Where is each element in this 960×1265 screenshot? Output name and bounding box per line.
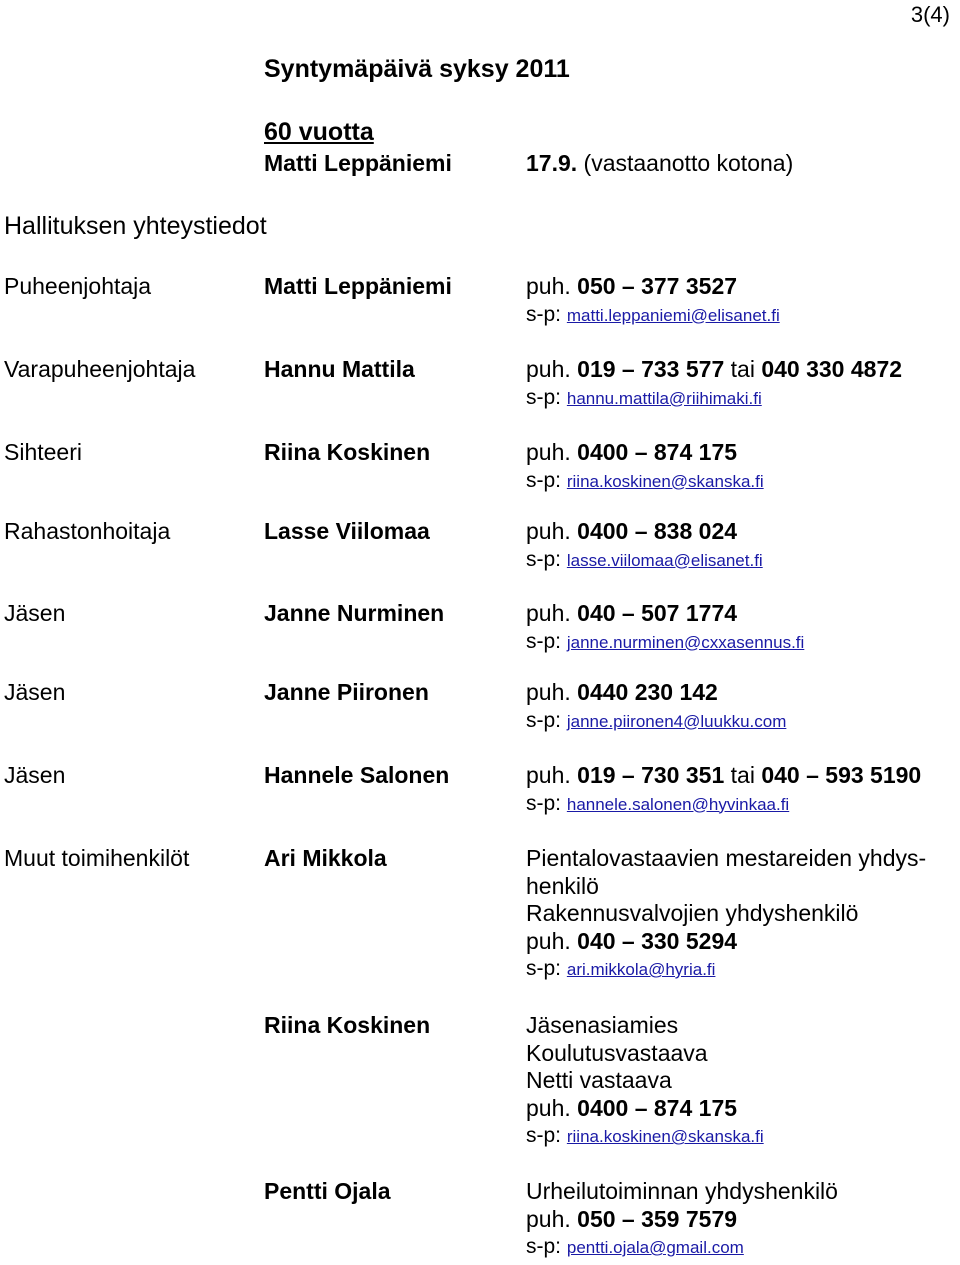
duty-line: Netti vastaava — [526, 1067, 672, 1093]
email-link[interactable]: lasse.viilomaa@elisanet.fi — [566, 550, 763, 570]
phone-line: puh. 019 – 733 577 tai 040 330 4872 — [526, 356, 903, 382]
contact-info — [526, 762, 921, 818]
phone-line: puh. 040 – 330 5294 — [526, 927, 738, 954]
email-link[interactable]: matti.leppaniemi@elisanet.fi — [566, 305, 780, 325]
duty-line: Koulutusvastaava — [526, 1039, 708, 1066]
email-link[interactable]: ari.mikkola@hyria.fi — [566, 960, 716, 979]
phone-number: 0440 230 142 — [577, 679, 718, 705]
member-name: Janne Piironen — [264, 679, 429, 705]
phone-number: 0400 – 838 024 — [577, 518, 738, 544]
official-name: Riina Koskinen — [264, 1012, 431, 1038]
member-name: Matti Leppäniemi — [264, 273, 452, 299]
birthday-date: 17.9. — [526, 150, 578, 176]
email-link[interactable]: hannele.salonen@hyvinkaa.fi — [566, 794, 790, 814]
official-info — [526, 1012, 764, 1151]
duty-line: Pientalovastaavien mestareiden yhdys- — [526, 845, 927, 871]
member-name: Hannele Salonen — [264, 762, 450, 788]
phone-number: 019 – 730 351 — [577, 762, 725, 788]
phone-line: puh. 0440 230 142 — [526, 679, 718, 705]
email-line: s-p: pentti.ojala@gmail.com — [526, 1235, 744, 1258]
official-name: Ari Mikkola — [264, 845, 387, 871]
page-number: 3(4) — [910, 2, 950, 27]
birthday-name: Matti Leppäniemi — [264, 150, 452, 176]
email-line: s-p: lasse.viilomaa@elisanet.fi — [526, 547, 763, 571]
email-line: s-p: matti.leppaniemi@elisanet.fi — [526, 302, 780, 326]
email-line: s-p: hannu.mattila@riihimaki.fi — [526, 385, 762, 409]
email-line: s-p: hannele.salonen@hyvinkaa.fi — [526, 791, 790, 815]
duty-line: henkilö — [526, 872, 599, 899]
phone-number-2: 040 – 593 5190 — [761, 762, 922, 788]
email-line: s-p: riina.koskinen@skanska.fi — [526, 468, 764, 492]
member-name: Riina Koskinen — [264, 439, 431, 465]
official-info — [526, 845, 926, 984]
phone-line: puh. 050 – 359 7579 — [526, 1205, 738, 1232]
official-info — [526, 1178, 838, 1262]
email-link[interactable]: hannu.mattila@riihimaki.fi — [566, 388, 762, 408]
role-label: Puheenjohtaja — [4, 273, 152, 299]
phone-number-2: 040 330 4872 — [761, 356, 903, 382]
role-label: Jäsen — [4, 679, 66, 705]
email-line: s-p: riina.koskinen@skanska.fi — [526, 1124, 764, 1147]
email-line: s-p: janne.piironen4@luukku.com — [526, 708, 787, 732]
phone-line: puh. 0400 – 874 175 — [526, 439, 738, 465]
member-name: Janne Nurminen — [264, 600, 445, 626]
role-label: Muut toimihenkilöt — [4, 845, 190, 871]
role-label: Varapuheenjohtaja — [4, 356, 196, 382]
duty-line: Jäsenasiamies — [526, 1012, 679, 1038]
phone-number: 0400 – 874 175 — [577, 439, 738, 465]
phone-number: 019 – 733 577 — [577, 356, 725, 382]
phone-number: 050 – 377 3527 — [577, 273, 738, 299]
birthday-note: (vastaanotto kotona) — [583, 150, 794, 176]
contact-info — [526, 356, 902, 412]
email-link[interactable]: riina.koskinen@skanska.fi — [566, 1127, 764, 1146]
duty-line: Urheilutoiminnan yhdyshenkilö — [526, 1178, 838, 1204]
contact-info — [526, 600, 804, 656]
contact-info — [526, 439, 764, 495]
birthday-age: 60 vuotta — [264, 118, 374, 146]
phone-number: 0400 – 874 175 — [577, 1094, 738, 1121]
board-contacts-heading: Hallituksen yhteystiedot — [4, 212, 267, 240]
email-link[interactable]: pentti.ojala@gmail.com — [566, 1238, 744, 1257]
document-title: Syntymäpäivä syksy 2011 — [264, 55, 570, 83]
role-label: Rahastonhoitaja — [4, 518, 171, 544]
official-name: Pentti Ojala — [264, 1178, 391, 1204]
email-line: s-p: janne.nurminen@cxxasennus.fi — [526, 629, 805, 653]
phone-line: puh. 040 – 507 1774 — [526, 600, 738, 626]
birthday-date-line — [526, 150, 793, 177]
email-link[interactable]: janne.nurminen@cxxasennus.fi — [566, 632, 805, 652]
role-label: Jäsen — [4, 600, 66, 626]
duty-line: Rakennusvalvojien yhdyshenkilö — [526, 900, 859, 926]
email-line: s-p: ari.mikkola@hyria.fi — [526, 957, 716, 980]
phone-line: puh. 0400 – 838 024 — [526, 518, 738, 544]
phone-line: puh. 019 – 730 351 tai 040 – 593 5190 — [526, 762, 922, 788]
contact-info — [526, 273, 780, 329]
email-link[interactable]: riina.koskinen@skanska.fi — [566, 471, 764, 491]
contact-info — [526, 679, 786, 735]
contact-info — [526, 518, 763, 574]
email-link[interactable]: janne.piironen4@luukku.com — [566, 711, 787, 731]
phone-number: 040 – 330 5294 — [577, 927, 738, 954]
member-name: Hannu Mattila — [264, 356, 415, 382]
role-label: Sihteeri — [4, 439, 82, 465]
phone-line: puh. 050 – 377 3527 — [526, 273, 738, 299]
phone-number: 040 – 507 1774 — [577, 600, 738, 626]
phone-line: puh. 0400 – 874 175 — [526, 1094, 738, 1121]
member-name: Lasse Viilomaa — [264, 518, 430, 544]
phone-number: 050 – 359 7579 — [577, 1205, 738, 1232]
role-label: Jäsen — [4, 762, 66, 788]
